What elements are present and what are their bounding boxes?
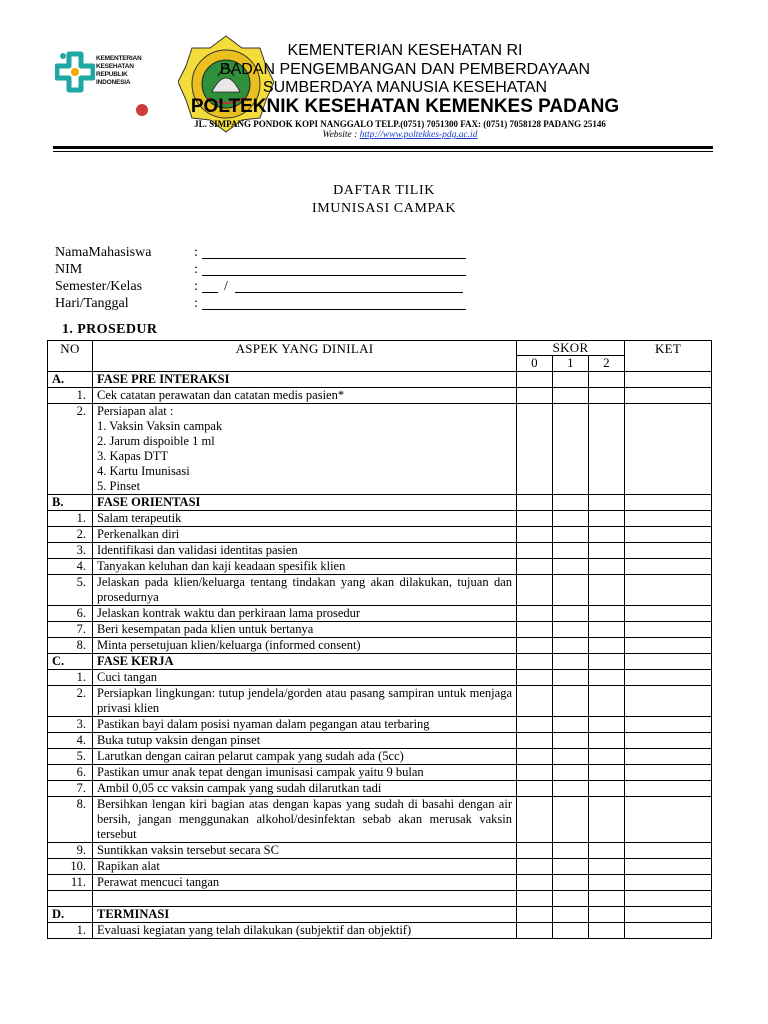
score-cell-1[interactable] [553,733,589,749]
score-cell-1[interactable] [553,638,589,654]
score-cell-0[interactable] [517,797,553,843]
item-no: 7. [48,622,93,638]
item-text [93,891,517,907]
checklist-table [47,340,712,939]
table-row [48,797,712,843]
logo-line: INDONESIA [96,79,131,86]
table-row [48,875,712,891]
item-text: Jelaskan pada klien/keluarga tentang tindakan yang akan dilakukan, tujuan dan prosedurnya [93,575,517,606]
score-cell-0[interactable] [517,654,553,670]
table-row [48,733,712,749]
score-cell-1[interactable] [553,543,589,559]
logo-line: KESEHATAN [96,63,134,70]
score-cell-2[interactable] [589,670,625,686]
item-text: Suntikkan vaksin tersebut secara SC [93,843,517,859]
score-cell-1[interactable] [553,907,589,923]
header-skor-1: 1 [553,356,589,372]
table-row [48,622,712,638]
item-text: Evaluasi kegiatan yang telah dilakukan (subjektif dan objektif) [93,923,517,939]
header-skor-0: 0 [517,356,553,372]
score-cell-1[interactable] [553,511,589,527]
item-text: Larutkan dengan cairan pelarut campak yang sudah ada (5cc) [93,749,517,765]
date-label: Hari/Tanggal [55,296,129,311]
table-row [48,575,712,606]
agency-name-line2: SUMBERDAYA MANUSIA KESEHATAN [262,79,548,96]
website-link[interactable]: http://www.poltekkes-pdg.ac.id [359,130,478,140]
score-cell-2[interactable] [589,575,625,606]
score-cell-1[interactable] [553,495,589,511]
semester-slash: / [224,279,228,294]
score-cell-0[interactable] [517,606,553,622]
item-text: Bersihkan lengan kiri bagian atas dengan kapas yang sudah di basahi dengan air bersih, jangan menggunakan alkohol/desinfektan sebab akan merusak vaksin tersebut [93,797,517,843]
colon: : [194,245,198,260]
semester-label: Semester/Kelas [55,279,143,294]
ket-cell[interactable] [625,511,712,527]
equipment-item: 1. Vaksin Vaksin campak [97,419,223,433]
item-text: Cuci tangan [93,670,517,686]
score-cell-0[interactable] [517,891,553,907]
score-cell-2[interactable] [589,843,625,859]
equipment-item: 4. Kartu Imunisasi [97,464,190,478]
score-cell-0[interactable] [517,781,553,797]
item-no: 6. [48,606,93,622]
ket-cell[interactable] [625,606,712,622]
score-cell-2[interactable] [589,543,625,559]
item-text: Persiapkan lingkungan: tutup jendela/gorden atau pasang sampiran untuk menjaga privasi klien [93,686,517,717]
ket-cell[interactable] [625,495,712,511]
item-no: 2. [48,404,93,495]
table-row [48,638,712,654]
name-field[interactable] [202,258,466,259]
header-aspek: ASPEK YANG DINILAI [93,341,517,372]
agency-name-line1: BADAN PENGEMBANGAN DAN PEMBERDAYAAN [219,61,591,78]
score-cell-0[interactable] [517,404,553,495]
table-row [48,686,712,717]
item-text: Pastikan umur anak tepat dengan imunisasi campak yaitu 9 bulan [93,765,517,781]
table-row [48,543,712,559]
item-text: Rapikan alat [93,859,517,875]
ket-cell[interactable] [625,859,712,875]
score-cell-0[interactable] [517,875,553,891]
score-cell-0[interactable] [517,859,553,875]
score-cell-1[interactable] [553,749,589,765]
score-cell-0[interactable] [517,749,553,765]
table-row [48,606,712,622]
score-cell-1[interactable] [553,388,589,404]
ket-cell[interactable] [625,797,712,843]
section-title-cell: FASE PRE INTERAKSI [93,372,517,388]
score-cell-1[interactable] [553,654,589,670]
table-row [48,717,712,733]
item-no: 5. [48,749,93,765]
item-text: Cek catatan perawatan dan catatan medis pasien* [93,388,517,404]
item-no: 9. [48,843,93,859]
section-row [48,907,712,923]
website-label: Website : [322,130,360,140]
name-label: NamaMahasiswa [55,245,152,260]
item-text: Ambil 0,05 cc vaksin campak yang sudah dilarutkan tadi [93,781,517,797]
ket-cell[interactable] [625,372,712,388]
item-text: Minta persetujuan klien/keluarga (informed consent) [93,638,517,654]
score-cell-1[interactable] [553,843,589,859]
colon: : [194,279,198,294]
header-ket: KET [625,341,712,372]
section-no: C. [48,654,93,670]
kemenkes-logo [55,50,147,102]
score-cell-1[interactable] [553,372,589,388]
ket-cell[interactable] [625,638,712,654]
item-text: Tanyakan keluhan dan kaji keadaan spesifik klien [93,559,517,575]
website-line [100,130,700,140]
letterhead-rule-thick [53,146,713,149]
header-skor-2: 2 [589,356,625,372]
table-row [48,765,712,781]
nim-label: NIM [55,262,83,277]
ket-cell[interactable] [625,923,712,939]
table-row [48,527,712,543]
item-text: Beri kesempatan pada klien untuk bertanya [93,622,517,638]
ket-cell[interactable] [625,622,712,638]
header-no: NO [48,341,93,372]
score-cell-1[interactable] [553,404,589,495]
item-no: 1. [48,670,93,686]
score-cell-2[interactable] [589,606,625,622]
score-cell-0[interactable] [517,907,553,923]
colon: : [194,296,198,311]
item-no: 5. [48,575,93,606]
score-cell-1[interactable] [553,686,589,717]
section-title-cell: TERMINASI [93,907,517,923]
letterhead-rule-thin [53,151,713,152]
score-cell-1[interactable] [553,859,589,875]
score-cell-1[interactable] [553,781,589,797]
score-cell-1[interactable] [553,891,589,907]
score-cell-2[interactable] [589,622,625,638]
section-title-cell: FASE KERJA [93,654,517,670]
ket-cell[interactable] [625,388,712,404]
score-cell-1[interactable] [553,527,589,543]
score-cell-0[interactable] [517,638,553,654]
score-cell-0[interactable] [517,527,553,543]
score-cell-1[interactable] [553,606,589,622]
score-cell-2[interactable] [589,907,625,923]
header-row-1 [48,341,712,356]
item-text: Pastikan bayi dalam posisi nyaman dalam pegangan atau terbaring [93,717,517,733]
item-no: 1. [48,511,93,527]
score-cell-1[interactable] [553,717,589,733]
item-text: Identifikasi dan validasi identitas pasien [93,543,517,559]
document-subtitle: IMUNISASI CAMPAK [311,201,457,216]
equipment-item: 2. Jarum dispoible 1 ml [97,434,215,448]
ket-cell[interactable] [625,654,712,670]
table-row [48,670,712,686]
score-cell-0[interactable] [517,765,553,781]
score-cell-2[interactable] [589,388,625,404]
table-row [48,404,712,495]
item-text: Perawat mencuci tangan [93,875,517,891]
ket-cell[interactable] [625,733,712,749]
score-cell-0[interactable] [517,495,553,511]
colon: : [194,262,198,277]
small-seal-icon [136,104,148,116]
ket-cell[interactable] [625,527,712,543]
score-cell-0[interactable] [517,575,553,606]
ket-cell[interactable] [625,686,712,717]
score-cell-1[interactable] [553,575,589,606]
item-text [93,404,517,495]
section-title: 1. PROSEDUR [62,322,158,337]
item-text: Buka tutup vaksin dengan pinset [93,733,517,749]
institution-name: POLTEKNIK KESEHATAN KEMENKES PADANG [190,96,620,117]
score-cell-2[interactable] [589,923,625,939]
table-row [48,843,712,859]
score-cell-0[interactable] [517,372,553,388]
item-text: Perkenalkan diri [93,527,517,543]
table-row [48,859,712,875]
ket-cell[interactable] [625,543,712,559]
score-cell-0[interactable] [517,923,553,939]
blank-row [48,891,712,907]
score-cell-1[interactable] [553,765,589,781]
table-row [48,388,712,404]
score-cell-2[interactable] [589,859,625,875]
item-no: 4. [48,559,93,575]
ket-cell[interactable] [625,765,712,781]
score-cell-0[interactable] [517,717,553,733]
ket-cell[interactable] [625,875,712,891]
logo-line: KEMENTERIAN [96,55,142,62]
score-cell-1[interactable] [553,622,589,638]
table-row [48,511,712,527]
score-cell-0[interactable] [517,843,553,859]
item-no: 1. [48,388,93,404]
table-row [48,559,712,575]
score-cell-1[interactable] [553,797,589,843]
item-no: 1. [48,923,93,939]
score-cell-1[interactable] [553,559,589,575]
institution-address: JL. SIMPANG PONDOK KOPI NANGGALO TELP.(0751) 7051300 FAX: (0751) 7058128 PADANG 25146 [194,119,606,129]
ket-cell[interactable] [625,907,712,923]
score-cell-1[interactable] [553,670,589,686]
section-no: D. [48,907,93,923]
score-cell-2[interactable] [589,404,625,495]
table-row [48,923,712,939]
item-no: 11. [48,875,93,891]
checklist-table-body [48,341,712,939]
score-cell-2[interactable] [589,765,625,781]
date-field[interactable] [202,309,466,310]
score-cell-2[interactable] [589,654,625,670]
item-no: 8. [48,797,93,843]
section-row [48,372,712,388]
score-cell-2[interactable] [589,372,625,388]
item-no: 3. [48,717,93,733]
score-cell-0[interactable] [517,670,553,686]
table-row [48,781,712,797]
ket-cell[interactable] [625,749,712,765]
item-no: 4. [48,733,93,749]
score-cell-0[interactable] [517,559,553,575]
ket-cell[interactable] [625,575,712,606]
item-no: 2. [48,686,93,717]
item-no: 7. [48,781,93,797]
kemenkes-logo-icon [55,50,95,98]
table-row [48,749,712,765]
ket-cell[interactable] [625,843,712,859]
section-title-cell: FASE ORIENTASI [93,495,517,511]
logo-line: REPUBLIK [96,71,128,78]
header-skor: SKOR [517,341,625,356]
item-no: 6. [48,765,93,781]
score-cell-2[interactable] [589,733,625,749]
document-title: DAFTAR TILIK [333,183,435,198]
score-cell-0[interactable] [517,733,553,749]
score-cell-2[interactable] [589,797,625,843]
equipment-item: Persiapan alat : [97,404,174,418]
kemenkes-logo-text [96,55,156,87]
score-cell-2[interactable] [589,495,625,511]
equipment-item: 3. Kapas DTT [97,449,169,463]
item-no: 2. [48,527,93,543]
score-cell-0[interactable] [517,543,553,559]
item-no: 3. [48,543,93,559]
item-no: 8. [48,638,93,654]
item-no: 10. [48,859,93,875]
score-cell-1[interactable] [553,923,589,939]
score-cell-2[interactable] [589,511,625,527]
score-cell-0[interactable] [517,511,553,527]
section-no: B. [48,495,93,511]
ket-cell[interactable] [625,559,712,575]
ket-cell[interactable] [625,891,712,907]
nim-field[interactable] [202,275,466,276]
score-cell-2[interactable] [589,781,625,797]
ket-cell[interactable] [625,781,712,797]
score-cell-0[interactable] [517,388,553,404]
ministry-name: KEMENTERIAN KESEHATAN RI [287,42,523,59]
section-row [48,654,712,670]
item-no [48,891,93,907]
score-cell-0[interactable] [517,686,553,717]
ket-cell[interactable] [625,670,712,686]
section-no: A. [48,372,93,388]
score-cell-2[interactable] [589,875,625,891]
score-cell-0[interactable] [517,622,553,638]
score-cell-2[interactable] [589,686,625,717]
ket-cell[interactable] [625,404,712,495]
score-cell-2[interactable] [589,749,625,765]
score-cell-2[interactable] [589,638,625,654]
score-cell-1[interactable] [553,875,589,891]
semester-field[interactable] [202,292,218,293]
class-field[interactable] [235,292,463,293]
score-cell-2[interactable] [589,717,625,733]
score-cell-2[interactable] [589,891,625,907]
item-text: Jelaskan kontrak waktu dan perkiraan lama prosedur [93,606,517,622]
section-row [48,495,712,511]
equipment-item: 5. Pinset [97,479,141,493]
score-cell-2[interactable] [589,527,625,543]
ket-cell[interactable] [625,717,712,733]
item-text: Salam terapeutik [93,511,517,527]
score-cell-2[interactable] [589,559,625,575]
